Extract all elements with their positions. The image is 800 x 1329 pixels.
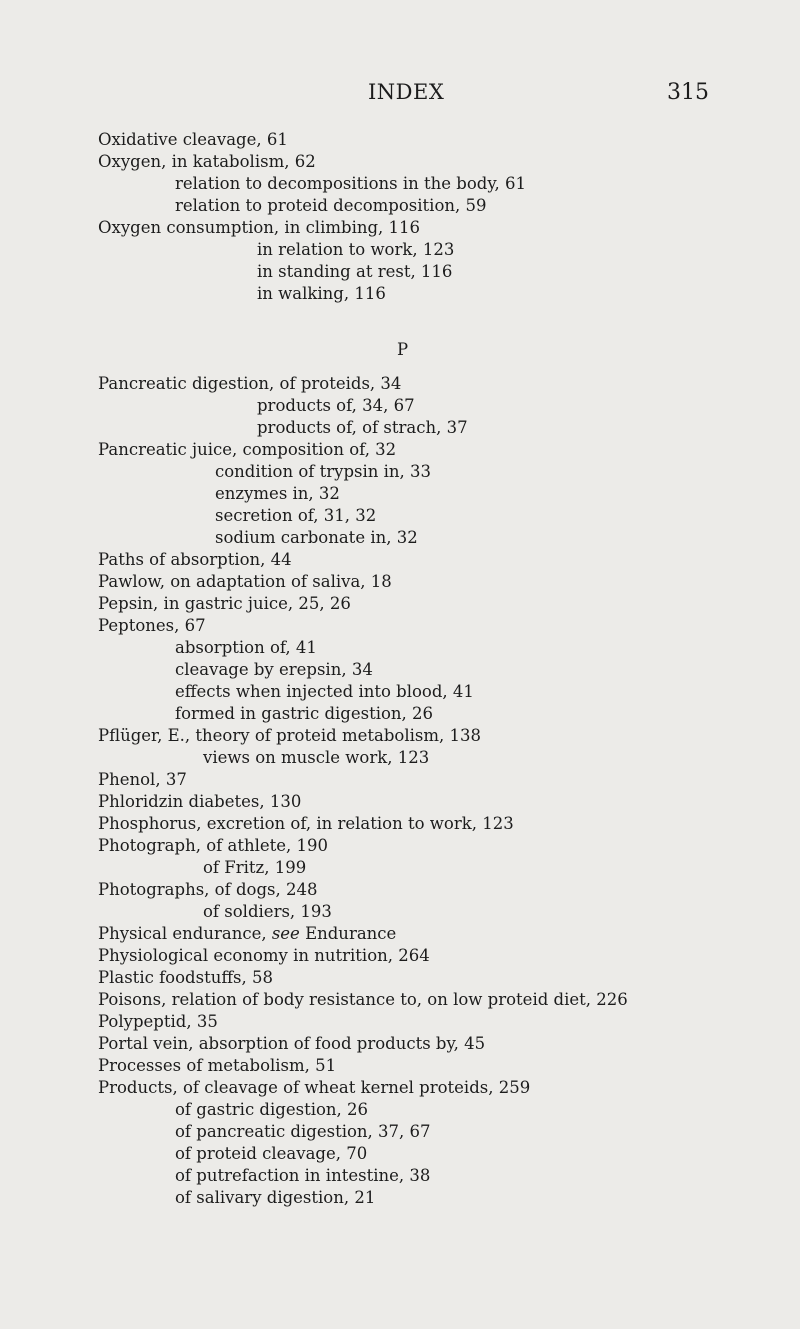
index-subentry: in relation to work, 123: [257, 240, 455, 259]
index-entry: Phosphorus, excretion of, in relation to work, 123: [98, 814, 514, 833]
section-letter: P: [397, 340, 409, 359]
index-subentry: of gastric digestion, 26: [175, 1100, 369, 1119]
index-subentry: of putrefaction in intestine, 38: [175, 1166, 431, 1185]
index-subentry: views on muscle work, 123: [203, 748, 430, 767]
index-entry: Polypeptid, 35: [98, 1012, 218, 1031]
index-entry: Photographs, of dogs, 248: [98, 880, 318, 899]
page-number: 315: [667, 80, 709, 105]
index-entry: Phloridzin diabetes, 130: [98, 792, 302, 811]
index-entry: Pawlow, on adaptation of saliva, 18: [98, 572, 392, 591]
index-entry: Physiological economy in nutrition, 264: [98, 946, 430, 965]
reference-target: Endurance: [305, 924, 397, 943]
index-subentry: in walking, 116: [257, 284, 386, 303]
index-entry: Plastic foodstuffs, 58: [98, 968, 274, 987]
index-subentry: of salivary digestion, 21: [175, 1188, 376, 1207]
index-entry: Pepsin, in gastric juice, 25, 26: [98, 594, 351, 613]
index-subentry: relation to proteid decomposition, 59: [175, 196, 487, 215]
index-entry: Portal vein, absorption of food products by, 45: [98, 1034, 486, 1053]
see-reference: see: [271, 924, 300, 943]
index-entry: Oxygen, in katabolism, 62: [98, 152, 316, 171]
index-entry: Products, of cleavage of wheat kernel proteids, 259: [98, 1078, 531, 1097]
index-subentry: effects when injected into blood, 41: [175, 682, 474, 701]
index-subentry: absorption of, 41: [175, 638, 317, 657]
index-entry: Poisons, relation of body resistance to, on low proteid diet, 226: [98, 990, 628, 1009]
index-subentry: sodium carbonate in, 32: [215, 528, 418, 547]
index-subentry: enzymes in, 32: [215, 484, 340, 503]
index-entry: Oxygen consumption, in climbing, 116: [98, 218, 421, 237]
index-subentry: condition of trypsin in, 33: [215, 462, 432, 481]
index-subentry: products of, 34, 67: [257, 396, 415, 415]
index-subentry: in standing at rest, 116: [257, 262, 453, 281]
index-entry: Photograph, of athlete, 190: [98, 836, 328, 855]
running-head-title: INDEX: [368, 80, 445, 104]
index-subentry: formed in gastric digestion, 26: [175, 704, 434, 723]
index-entry: Processes of metabolism, 51: [98, 1056, 337, 1075]
index-subentry: of pancreatic digestion, 37, 67: [175, 1122, 431, 1141]
index-subentry: of proteid cleavage, 70: [175, 1144, 368, 1163]
index-subentry: of soldiers, 193: [203, 902, 332, 921]
index-entry: Pancreatic digestion, of proteids, 34: [98, 374, 402, 393]
index-subentry: secretion of, 31, 32: [215, 506, 377, 525]
index-subentry: cleavage by erepsin, 34: [175, 660, 373, 679]
index-entry: Oxidative cleavage, 61: [98, 130, 288, 149]
index-entry: Phenol, 37: [98, 770, 187, 789]
index-entry: Peptones, 67: [98, 616, 206, 635]
index-entry: Pancreatic juice, composition of, 32: [98, 440, 397, 459]
index-subentry: products of, of strach, 37: [257, 418, 468, 437]
running-head: [0, 80, 800, 110]
index-entry-heading: Physical endurance,: [98, 924, 267, 943]
index-entry: Pflüger, E., theory of proteid metabolism, 138: [98, 726, 481, 745]
index-subentry: of Fritz, 199: [203, 858, 307, 877]
index-entry: Paths of absorption, 44: [98, 550, 292, 569]
index-entry-cross-reference: [98, 923, 396, 945]
index-subentry: relation to decompositions in the body, 61: [175, 174, 526, 193]
